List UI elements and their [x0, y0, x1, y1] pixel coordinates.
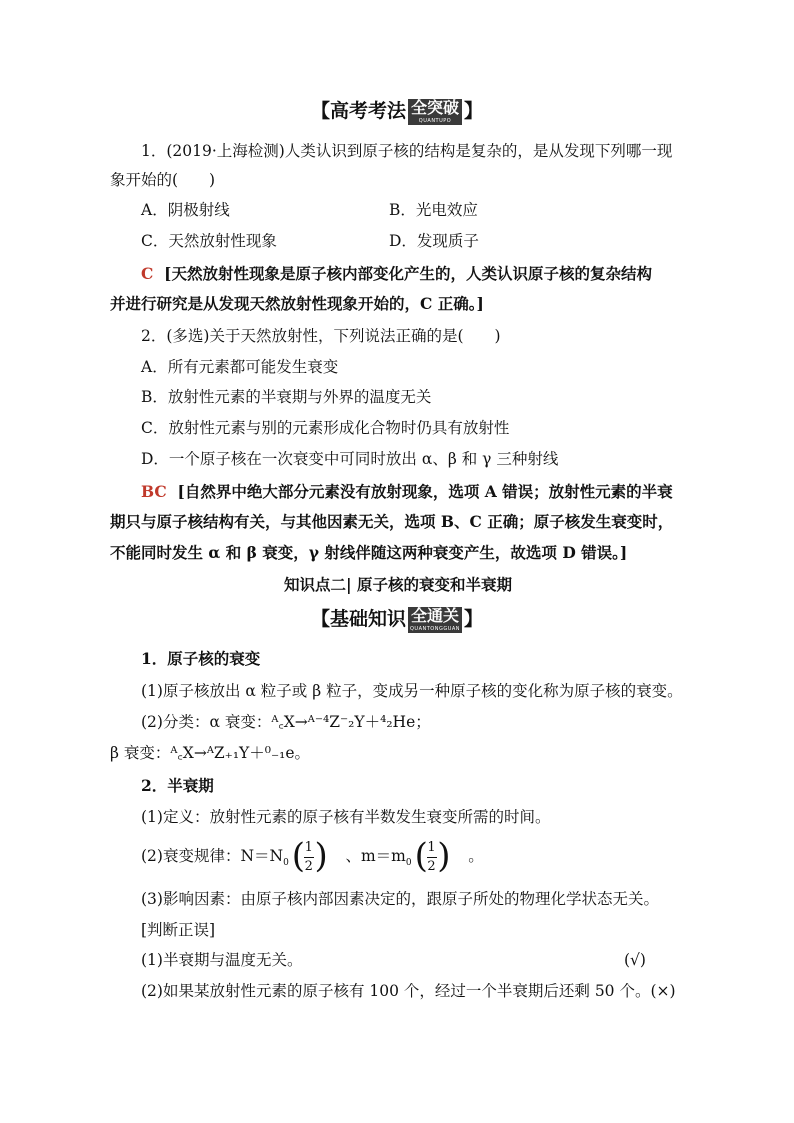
q1-explanation-line1: C [天然放射性现象是原子核内部变化产生的，人类认识原子核的复杂结构 [141, 264, 652, 283]
banner-badge: 全通关 QUANTONGGUAN [409, 606, 461, 632]
q1-option-b: B．光电效应 [389, 201, 478, 219]
badge-subtext: QUANTUPO [418, 118, 452, 124]
halflife-definition: (1)定义：放射性元素的原子核有半数发生衰变所需的时间。 [141, 808, 551, 826]
beta-decay-line: β 衰变：ᴬ꜀X→ᴬZ₊₁Y＋⁰₋₁e。 [110, 744, 311, 762]
banner-badge: 全突破 QUANTUPO [408, 99, 462, 125]
q1-explanation-line2: 并进行研究是从发现天然放射性现象开始的，C 正确。] [110, 294, 484, 313]
bracket-right: 】 [464, 100, 484, 122]
q2-option-d: D．一个原子核在一次衰变中可同时放出 α、β 和 γ 三种射线 [141, 450, 559, 468]
knowledge-point-title: 知识点二| 原子核的衰变和半衰期 [284, 575, 513, 594]
decay-heading: 1．原子核的衰变 [141, 649, 261, 668]
q2-stem: 2．(多选)关于天然放射性，下列说法正确的是( ) [141, 327, 501, 345]
q2-option-b: B．放射性元素的半衰期与外界的温度无关 [141, 388, 432, 406]
q2-option-c: C．放射性元素与别的元素形成化合物时仍具有放射性 [141, 419, 510, 437]
section-banner-basics: 【基础知识 全通关 QUANTONGGUAN 】 [310, 606, 484, 632]
q1-option-a: A．阴极射线 [141, 201, 230, 219]
q1-option-c: C．天然放射性现象 [141, 232, 277, 250]
decay-definition: (1)原子核放出 α 粒子或 β 粒子，变成另一种原子核的变化称为原子核的衰变。 [141, 682, 683, 700]
beta-decay-equation: ᴬ꜀X→ᴬZ₊₁Y＋⁰₋₁e。 [170, 744, 311, 762]
q1-answer: C [141, 264, 154, 283]
q2-explanation-line2: 期只与原子核结构有关，与其他因素无关，选项 B、C 正确；原子核发生衰变时， [110, 512, 674, 531]
q1-stem-line2: 象开始的( ) [110, 171, 216, 189]
halflife-law: (2)衰变规律：$N=N_0$ ( $\frac{1}{2}$ ) 、$m=m_0$ ( $\frac{1}{2}$ ) 。 [141, 836, 484, 876]
q2-answer: BC [141, 482, 167, 501]
judge-statement-2: (2)如果某放射性元素的原子核有 100 个，经过一个半衰期后还剩 50 个。(×) [141, 982, 676, 1000]
badge-subtext: QUANTONGGUAN [409, 626, 461, 632]
q2-explanation-line3: 不能同时发生 α 和 β 衰变，γ 射线伴随这两种衰变产生，故选项 D 错误。] [110, 543, 628, 562]
alpha-decay-equation: ᴬ꜀X→ᴬ⁻⁴Z⁻₂Y＋⁴₂He； [271, 713, 431, 731]
judge-statement-1: (1)半衰期与温度无关。 [141, 951, 303, 969]
q1-stem-line1: 1．(2019·上海检测)人类认识到原子核的结构是复杂的，是从发现下列哪一现 [141, 142, 673, 160]
judge-heading: [判断正误] [141, 921, 216, 939]
q2-explanation-line1: BC [自然界中绝大部分元素没有放射现象，选项 A 错误；放射性元素的半衰 [141, 482, 673, 501]
fraction-power-n: ( $\frac{1}{2}$ ) [291, 836, 328, 876]
section-banner-exam [0, 98, 794, 125]
decay-classification: (2)分类：α 衰变：ᴬ꜀X→ᴬ⁻⁴Z⁻₂Y＋⁴₂He； [141, 713, 431, 731]
banner-title: 高考考法 [329, 100, 406, 122]
judge-mark-1: (√) [624, 951, 646, 969]
halflife-heading: 2．半衰期 [141, 776, 214, 795]
q2-option-a: A．所有元素都可能发生衰变 [141, 358, 339, 376]
fraction-power-m: ( $\frac{1}{2}$ ) [414, 836, 451, 876]
banner-title: 基础知识 [329, 608, 406, 630]
bracket-left: 【 [310, 100, 330, 122]
q1-option-d: D．发现质子 [389, 232, 479, 250]
halflife-influence: (3)影响因素：由原子核内部因素决定的，跟原子所处的物理化学状态无关。 [141, 890, 659, 908]
